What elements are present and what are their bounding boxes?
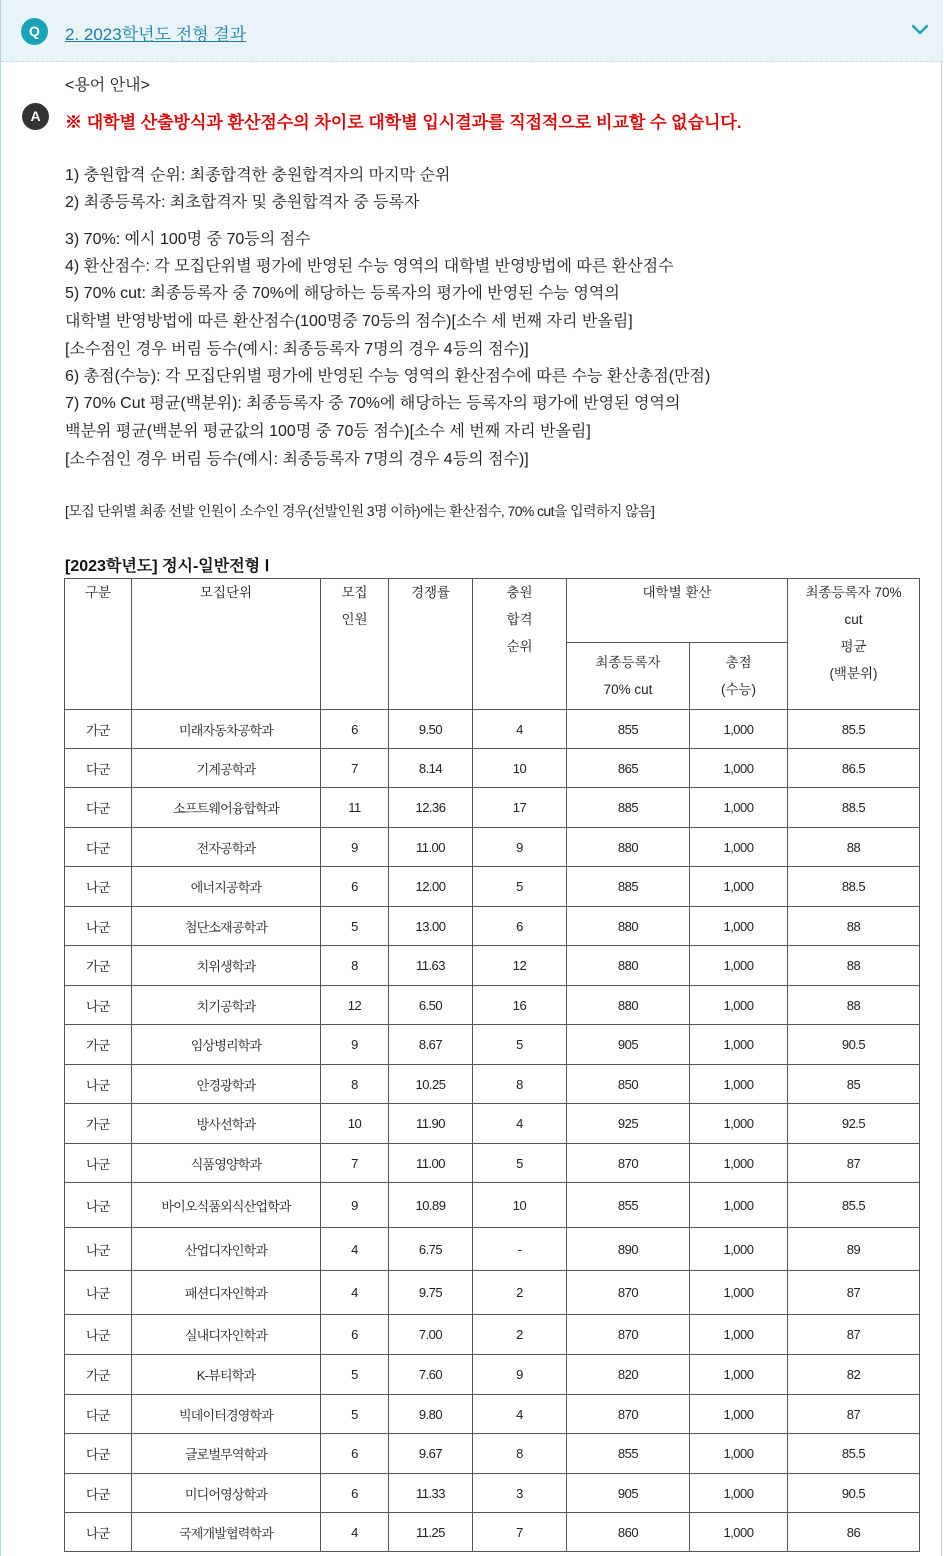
cell-percentile: 87 xyxy=(788,1144,920,1183)
answer-badge: A xyxy=(22,103,49,130)
cell-competition: 11.90 xyxy=(389,1104,473,1144)
definition-line: 5) 70% cut: 최종등록자 중 70%에 해당하는 등록자의 평가에 반영된 수능 영역의 xyxy=(65,285,620,302)
cell-final-cut: 855 xyxy=(567,1183,690,1228)
cell-unit: 안경광학과 xyxy=(132,1065,321,1104)
cell-final-cut: 820 xyxy=(567,1355,690,1395)
cell-waitlist: 9 xyxy=(473,828,567,867)
cell-total: 1,000 xyxy=(690,1228,788,1271)
chevron-down-icon[interactable] xyxy=(909,20,931,40)
cell-waitlist: 2 xyxy=(473,1315,567,1355)
header-waitlist: 충원 합격 순위 xyxy=(473,579,567,710)
question-bar[interactable] xyxy=(1,0,943,62)
cell-total: 1,000 xyxy=(690,1271,788,1315)
cell-competition: 11.00 xyxy=(389,1144,473,1183)
cell-percentile: 92.5 xyxy=(788,1104,920,1144)
cell-waitlist: 10 xyxy=(473,749,567,788)
header-competition: 경쟁률 xyxy=(389,579,473,710)
cell-competition: 8.14 xyxy=(389,749,473,788)
definition-line: 백분위 평균(백분위 평균값의 100명 중 70등 점수)[소수 세 번째 자리 반올림] xyxy=(65,423,591,440)
cell-unit: 전자공학과 xyxy=(132,828,321,867)
cell-unit: 임상병리학과 xyxy=(132,1025,321,1065)
cell-waitlist: 7 xyxy=(473,1513,567,1552)
cell-total: 1,000 xyxy=(690,1395,788,1434)
definition-line: [소수점인 경우 버림 등수(예시: 최종등록자 7명의 경우 4등의 점수)] xyxy=(65,341,529,358)
cell-unit: 첨단소재공학과 xyxy=(132,907,321,946)
cell-final-cut: 860 xyxy=(567,1513,690,1552)
header-converted: 대학별 환산 xyxy=(567,579,788,643)
cell-percentile: 86.5 xyxy=(788,749,920,788)
cell-final-cut: 880 xyxy=(567,946,690,986)
cell-competition: 11.33 xyxy=(389,1474,473,1513)
cell-percentile: 90.5 xyxy=(788,1025,920,1065)
cell-waitlist: 2 xyxy=(473,1271,567,1315)
cell-percentile: 88.5 xyxy=(788,788,920,828)
cell-competition: 6.50 xyxy=(389,986,473,1025)
table-row xyxy=(65,710,920,749)
cell-percentile: 90.5 xyxy=(788,1474,920,1513)
cell-competition: 11.00 xyxy=(389,828,473,867)
table-row xyxy=(65,1513,920,1552)
cell-final-cut: 880 xyxy=(567,907,690,946)
cell-waitlist: 5 xyxy=(473,1144,567,1183)
cell-total: 1,000 xyxy=(690,1355,788,1395)
cell-final-cut: 870 xyxy=(567,1395,690,1434)
cell-quota: 7 xyxy=(321,1144,389,1183)
cell-total: 1,000 xyxy=(690,1434,788,1474)
cell-competition: 9.50 xyxy=(389,710,473,749)
cell-total: 1,000 xyxy=(690,1513,788,1552)
cell-quota: 4 xyxy=(321,1271,389,1315)
cell-final-cut: 870 xyxy=(567,1315,690,1355)
cell-category: 나군 xyxy=(65,986,132,1025)
definition-line: 6) 총점(수능): 각 모집단위별 평가에 반영된 수능 영역의 환산점수에 따른 수능 환산총점(만점) xyxy=(65,368,711,385)
cell-final-cut: 880 xyxy=(567,828,690,867)
cell-competition: 12.00 xyxy=(389,867,473,907)
cell-category: 다군 xyxy=(65,749,132,788)
cell-category: 다군 xyxy=(65,1434,132,1474)
cell-waitlist: 8 xyxy=(473,1065,567,1104)
cell-percentile: 88 xyxy=(788,986,920,1025)
cell-percentile: 85.5 xyxy=(788,710,920,749)
table-row xyxy=(65,1104,920,1144)
cell-final-cut: 870 xyxy=(567,1271,690,1315)
table-row xyxy=(65,986,920,1025)
header-category: 구분 xyxy=(65,579,132,710)
cell-waitlist: 5 xyxy=(473,1025,567,1065)
header-percentile: 최종등록자 70% cut 평균 (백분위) xyxy=(788,579,920,710)
cell-category: 다군 xyxy=(65,1474,132,1513)
cell-category: 나군 xyxy=(65,907,132,946)
table-row xyxy=(65,1183,920,1228)
cell-competition: 7.60 xyxy=(389,1355,473,1395)
table-row xyxy=(65,788,920,828)
cell-waitlist: 3 xyxy=(473,1474,567,1513)
cell-competition: 9.80 xyxy=(389,1395,473,1434)
cell-quota: 9 xyxy=(321,1025,389,1065)
cell-category: 나군 xyxy=(65,1315,132,1355)
cell-unit: 패션디자인학과 xyxy=(132,1271,321,1315)
cell-final-cut: 865 xyxy=(567,749,690,788)
cell-percentile: 82 xyxy=(788,1355,920,1395)
table-row xyxy=(65,1474,920,1513)
cell-waitlist: 10 xyxy=(473,1183,567,1228)
cell-category: 다군 xyxy=(65,788,132,828)
question-badge: Q xyxy=(21,18,48,45)
cell-category: 가군 xyxy=(65,1104,132,1144)
cell-unit: 국제개발협력학과 xyxy=(132,1513,321,1552)
cell-final-cut: 885 xyxy=(567,788,690,828)
cell-competition: 9.67 xyxy=(389,1434,473,1474)
cell-waitlist: 9 xyxy=(473,1355,567,1395)
cell-unit: 실내디자인학과 xyxy=(132,1315,321,1355)
cell-category: 다군 xyxy=(65,828,132,867)
cell-waitlist: 6 xyxy=(473,907,567,946)
cell-quota: 4 xyxy=(321,1513,389,1552)
cell-total: 1,000 xyxy=(690,1474,788,1513)
question-title-link[interactable]: 2. 2023학년도 전형 결과 xyxy=(65,25,247,44)
cell-quota: 5 xyxy=(321,1395,389,1434)
cell-competition: 7.00 xyxy=(389,1315,473,1355)
table-row xyxy=(65,1395,920,1434)
cell-quota: 8 xyxy=(321,1065,389,1104)
results-table xyxy=(64,578,920,1552)
cell-waitlist: 8 xyxy=(473,1434,567,1474)
cell-competition: 10.25 xyxy=(389,1065,473,1104)
cell-unit: 빅데이터경영학과 xyxy=(132,1395,321,1434)
cell-category: 나군 xyxy=(65,867,132,907)
cell-percentile: 87 xyxy=(788,1315,920,1355)
cell-unit: 치기공학과 xyxy=(132,986,321,1025)
cell-competition: 10.89 xyxy=(389,1183,473,1228)
cell-competition: 11.25 xyxy=(389,1513,473,1552)
table-row xyxy=(65,1355,920,1395)
cell-waitlist: - xyxy=(473,1228,567,1271)
cell-quota: 6 xyxy=(321,867,389,907)
table-title: [2023학년도] 정시-일반전형 Ⅰ xyxy=(65,558,270,575)
cell-final-cut: 855 xyxy=(567,1434,690,1474)
cell-total: 1,000 xyxy=(690,710,788,749)
cell-quota: 7 xyxy=(321,749,389,788)
definition-line: 대학별 반영방법에 따른 환산점수(100명중 70등의 점수)[소수 세 번째 자리 반올림] xyxy=(65,313,633,330)
cell-unit: 글로벌무역학과 xyxy=(132,1434,321,1474)
table-row xyxy=(65,1315,920,1355)
cell-total: 1,000 xyxy=(690,828,788,867)
header-total: 총점 (수능) xyxy=(690,643,788,710)
definition-line: 3) 70%: 예시 100명 중 70등의 점수 xyxy=(65,231,311,248)
cell-percentile: 88 xyxy=(788,828,920,867)
cell-category: 나군 xyxy=(65,1183,132,1228)
cell-total: 1,000 xyxy=(690,1025,788,1065)
cell-unit: 산업디자인학과 xyxy=(132,1228,321,1271)
cell-percentile: 89 xyxy=(788,1228,920,1271)
cell-total: 1,000 xyxy=(690,788,788,828)
cell-waitlist: 16 xyxy=(473,986,567,1025)
cell-quota: 11 xyxy=(321,788,389,828)
cell-percentile: 88 xyxy=(788,907,920,946)
cell-percentile: 85.5 xyxy=(788,1434,920,1474)
header-unit: 모집단위 xyxy=(132,579,321,710)
cell-category: 나군 xyxy=(65,1144,132,1183)
table-row xyxy=(65,828,920,867)
cell-final-cut: 925 xyxy=(567,1104,690,1144)
cell-percentile: 87 xyxy=(788,1395,920,1434)
cell-unit: 미래자동차공학과 xyxy=(132,710,321,749)
cell-unit: K-뷰티학과 xyxy=(132,1355,321,1395)
cell-unit: 식품영양학과 xyxy=(132,1144,321,1183)
cell-waitlist: 12 xyxy=(473,946,567,986)
cell-quota: 5 xyxy=(321,907,389,946)
table-row xyxy=(65,1271,920,1315)
cell-unit: 미디어영상학과 xyxy=(132,1474,321,1513)
cell-percentile: 88.5 xyxy=(788,867,920,907)
table-row xyxy=(65,1228,920,1271)
cell-category: 가군 xyxy=(65,946,132,986)
cell-quota: 9 xyxy=(321,828,389,867)
cell-total: 1,000 xyxy=(690,1183,788,1228)
cell-unit: 치위생학과 xyxy=(132,946,321,986)
cell-waitlist: 17 xyxy=(473,788,567,828)
results-table-body xyxy=(65,710,920,1552)
cell-unit: 소프트웨어융합학과 xyxy=(132,788,321,828)
cell-quota: 4 xyxy=(321,1228,389,1271)
cell-competition: 12.36 xyxy=(389,788,473,828)
table-row xyxy=(65,867,920,907)
cell-unit: 바이오식품외식산업학과 xyxy=(132,1183,321,1228)
cell-waitlist: 4 xyxy=(473,710,567,749)
cell-quota: 10 xyxy=(321,1104,389,1144)
cell-category: 가군 xyxy=(65,710,132,749)
cell-unit: 기계공학과 xyxy=(132,749,321,788)
cell-total: 1,000 xyxy=(690,986,788,1025)
cell-total: 1,000 xyxy=(690,1065,788,1104)
cell-waitlist: 5 xyxy=(473,867,567,907)
cell-total: 1,000 xyxy=(690,867,788,907)
cell-total: 1,000 xyxy=(690,1315,788,1355)
table-row xyxy=(65,1434,920,1474)
cell-category: 다군 xyxy=(65,1395,132,1434)
term-guide-heading: <용어 안내> xyxy=(65,77,150,94)
cell-competition: 11.63 xyxy=(389,946,473,986)
definition-line: 7) 70% Cut 평균(백분위): 최종등록자 중 70%에 해당하는 등록자의 평가에 반영된 영역의 xyxy=(65,395,681,412)
cell-category: 나군 xyxy=(65,1065,132,1104)
cell-competition: 13.00 xyxy=(389,907,473,946)
header-quota: 모집 인원 xyxy=(321,579,389,710)
definition-line: 4) 환산점수: 각 모집단위별 평가에 반영된 수능 영역의 대학별 반영방법에 따른 환산점수 xyxy=(65,258,674,275)
cell-unit: 방사선학과 xyxy=(132,1104,321,1144)
cell-quota: 6 xyxy=(321,1434,389,1474)
selection-note: [모집 단위별 최종 선발 인원이 소수인 경우(선발인원 3명 이하)에는 환산점수, 70% cut을 입력하지 않음] xyxy=(65,503,655,519)
cell-quota: 5 xyxy=(321,1355,389,1395)
cell-category: 나군 xyxy=(65,1228,132,1271)
cell-final-cut: 850 xyxy=(567,1065,690,1104)
cell-waitlist: 4 xyxy=(473,1395,567,1434)
table-row xyxy=(65,1144,920,1183)
table-row xyxy=(65,1025,920,1065)
cell-final-cut: 890 xyxy=(567,1228,690,1271)
cell-total: 1,000 xyxy=(690,1104,788,1144)
cell-final-cut: 905 xyxy=(567,1025,690,1065)
cell-percentile: 88 xyxy=(788,946,920,986)
cell-quota: 6 xyxy=(321,1315,389,1355)
cell-quota: 6 xyxy=(321,1474,389,1513)
cell-percentile: 85.5 xyxy=(788,1183,920,1228)
cell-final-cut: 885 xyxy=(567,867,690,907)
cell-quota: 6 xyxy=(321,710,389,749)
header-final-cut: 최종등록자 70% cut xyxy=(567,643,690,710)
cell-quota: 8 xyxy=(321,946,389,986)
cell-category: 가군 xyxy=(65,1025,132,1065)
cell-competition: 9.75 xyxy=(389,1271,473,1315)
cell-category: 나군 xyxy=(65,1271,132,1315)
cell-competition: 8.67 xyxy=(389,1025,473,1065)
cell-total: 1,000 xyxy=(690,1144,788,1183)
cell-total: 1,000 xyxy=(690,749,788,788)
cell-percentile: 87 xyxy=(788,1271,920,1315)
definition-line: 1) 충원합격 순위: 최종합격한 충원합격자의 마지막 순위 xyxy=(65,167,451,184)
cell-unit: 에너지공학과 xyxy=(132,867,321,907)
cell-percentile: 86 xyxy=(788,1513,920,1552)
cell-percentile: 85 xyxy=(788,1065,920,1104)
cell-waitlist: 4 xyxy=(473,1104,567,1144)
definition-line: [소수점인 경우 버림 등수(예시: 최종등록자 7명의 경우 4등의 점수)] xyxy=(65,451,529,468)
cell-quota: 9 xyxy=(321,1183,389,1228)
cell-category: 나군 xyxy=(65,1513,132,1552)
cell-total: 1,000 xyxy=(690,907,788,946)
cell-category: 가군 xyxy=(65,1355,132,1395)
definition-line: 2) 최종등록자: 최초합격자 및 충원합격자 중 등록자 xyxy=(65,194,420,211)
cell-final-cut: 870 xyxy=(567,1144,690,1183)
table-row xyxy=(65,749,920,788)
table-row xyxy=(65,907,920,946)
cell-quota: 12 xyxy=(321,986,389,1025)
warning-text: ※ 대학별 산출방식과 환산점수의 차이로 대학별 입시결과를 직접적으로 비교할 수 없습니다. xyxy=(65,113,742,132)
cell-total: 1,000 xyxy=(690,946,788,986)
table-row xyxy=(65,946,920,986)
cell-final-cut: 855 xyxy=(567,710,690,749)
table-row xyxy=(65,1065,920,1104)
cell-competition: 6.75 xyxy=(389,1228,473,1271)
cell-final-cut: 905 xyxy=(567,1474,690,1513)
cell-final-cut: 880 xyxy=(567,986,690,1025)
